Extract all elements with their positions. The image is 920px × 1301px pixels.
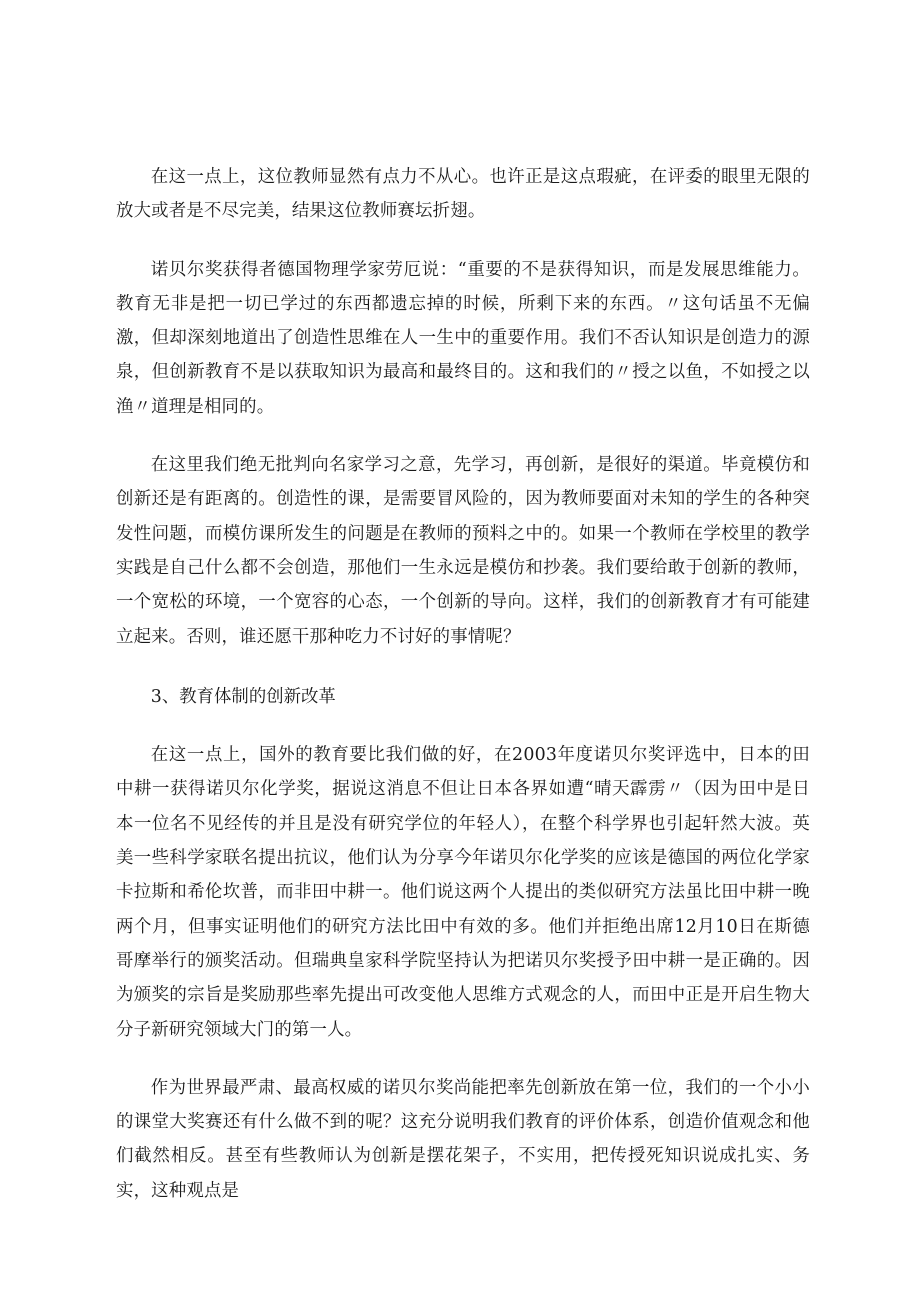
paragraph-4: 在这一点上，国外的教育要比我们做的好，在2003年度诺贝尔奖评选中，日本的田中耕一获得诺贝尔化学奖，据说这消息不但让日本各界如遭“晴天霹雳〃（因为田中是日本一位名不见经传的并且是没有研究学位的年轻人），在整个科学界也引起轩然大波。英美一些科学家联名提出抗议，他们认为分享今年诺贝尔化学奖的应该是德国的两位化学家卡拉斯和希伦坎普，而非田中耕一。他们说这两个人提出的类似研究方法虽比田中耕一晚两个月，但事实证明他们的研究方法比田中有效的多。他们并拒绝出席12月10日在斯德哥摩举行的颁奖活动。但瑞典皇家科学院坚持认为把诺贝尔奖授予田中耕一是正确的。因为颁奖的宗旨是奖励那些率先提出可改变他人思维方式观念的人，而田中正是开启生物大分子新研究领域大门的第一人。	[116, 745, 810, 1040]
section-heading: 3、教育体制的创新改革	[150, 686, 336, 707]
paragraph-3: 在这里我们绝无批判向名家学习之意，先学习，再创新，是很好的渠道。毕竟模仿和创新还是有距离的。创造性的课，是需要冒风险的，因为教师要面对未知的学生的各种突发性问题，而模仿课所发生的问题是在教师的预料之中的。如果一个教师在学校里的教学实践是自己什么都不会创造，那他们一生永远是模仿和抄袭。我们要给敢于创新的教师，一个宽松的环境，一个宽容的心态，一个创新的导向。这样，我们的创新教育才有可能建立起来。否则，谁还愿干那种吃力不讨好的事情呢？	[116, 455, 810, 647]
paragraph-1: 在这一点上，这位教师显然有点力不从心。也许正是这点瑕疵，在评委的眼里无限的放大或者是不尽完美，结果这位教师赛坛折翅。	[116, 167, 810, 222]
document-body	[116, 160, 810, 1232]
paragraph-5: 作为世界最严肃、最高权威的诺贝尔奖尚能把率先创新放在第一位，我们的一个小小的课堂大奖赛还有什么做不到的呢？这充分说明我们教育的评价体系，创造价值观念和他们截然相反。甚至有些教师认为创新是摆花架子，不实用，把传授死知识说成扎实、务实，这种观点是	[116, 1077, 810, 1201]
paragraph-2: 诺贝尔奖获得者德国物理学家劳厄说：“重要的不是获得知识，而是发展思维能力。教育无非是把一切已学过的东西都遗忘掉的时候，所剩下来的东西。〃这句话虽不无偏激，但却深刻地道出了创造性思维在人一生中的重要作用。我们不否认知识是创造力的源泉，但创新教育不是以获取知识为最高和最终目的。这和我们的〃授之以鱼，不如授之以渔〃道理是相同的。	[116, 259, 810, 417]
